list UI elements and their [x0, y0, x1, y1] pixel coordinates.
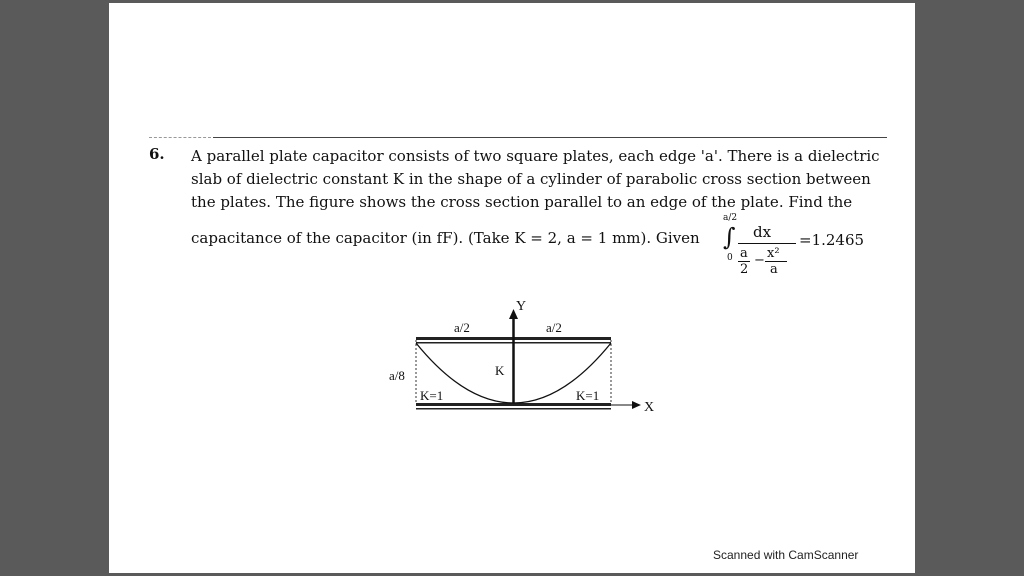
left-region-label: K=1 [420, 388, 444, 403]
integral-result: =1.2465 [799, 231, 865, 249]
question-number: 6. [149, 145, 165, 163]
height-label: a/8 [389, 368, 405, 383]
denom-minus: − [754, 253, 765, 268]
question-line-4: capacitance of the capacitor (in fF). (Take K = 2, a = 1 mm). Given [191, 229, 700, 247]
question-text [191, 145, 887, 214]
right-region-label: K=1 [576, 388, 600, 403]
x-axis-label: X [644, 400, 655, 415]
top-rule [213, 137, 887, 138]
integral-numerator: dx [753, 223, 772, 241]
denom-a-bottom: 2 [740, 262, 749, 277]
dashed-rule [149, 137, 211, 138]
scanner-watermark: Scanned with CamScanner [713, 548, 859, 562]
denom-a-top: a [740, 246, 748, 261]
denom-x-top: x² [767, 246, 780, 261]
question-line-1: A parallel plate capacitor consists of two square plates, each edge 'a'. There is a dielectric [191, 147, 880, 165]
question-line-3: the plates. The figure shows the cross section parallel to an edge of the plate. Find the [191, 193, 853, 211]
right-half-label: a/2 [546, 320, 562, 335]
capacitor-figure [379, 295, 759, 425]
x-axis-arrow [632, 401, 641, 409]
integral-lower-limit: 0 [727, 253, 733, 263]
fraction-bar [738, 243, 796, 244]
integral-upper-limit: a/2 [723, 213, 738, 223]
question-line-2: slab of dielectric constant K in the shape of a cylinder of parabolic cross section between [191, 170, 871, 188]
y-axis-label: Y [516, 299, 527, 314]
left-half-label: a/2 [454, 320, 470, 335]
given-integral [721, 213, 871, 283]
denom-x-bottom: a [770, 262, 778, 277]
bottom-plate-inner [416, 408, 611, 410]
scanned-page [109, 3, 915, 573]
center-k-label: K [495, 363, 505, 378]
integral-sign: ∫ [723, 223, 736, 251]
